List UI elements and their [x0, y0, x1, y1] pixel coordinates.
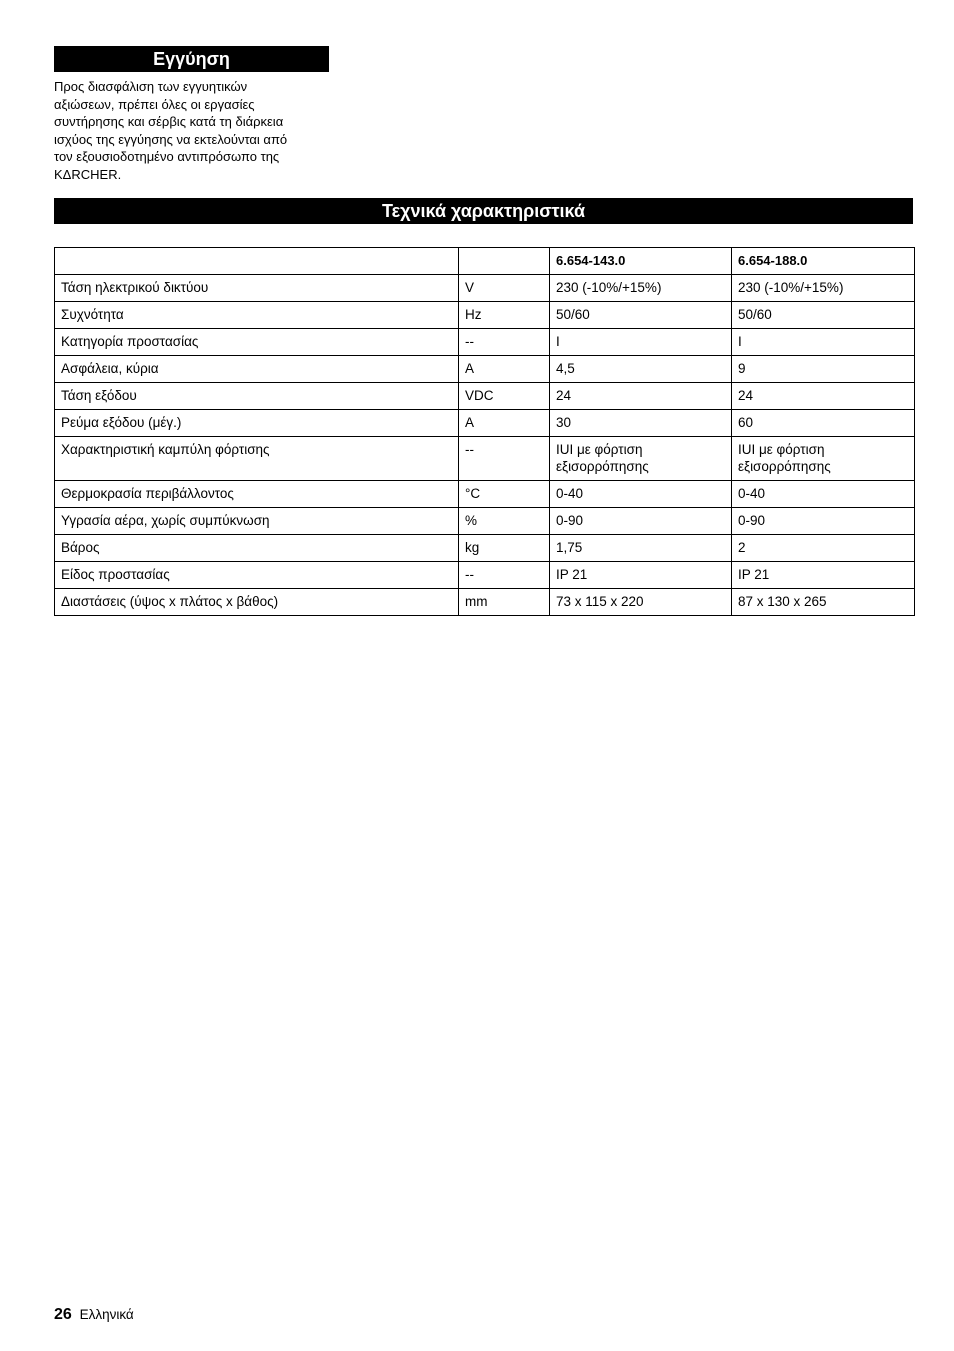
footer-language: Ελληνικά: [79, 1307, 134, 1322]
row-value-model-1: 230 (-10%/+15%): [550, 275, 732, 302]
row-label: Τάση ηλεκτρικού δικτύου: [55, 275, 459, 302]
header-cell-model-1: 6.654-143.0: [550, 248, 732, 275]
table-row: [55, 481, 915, 508]
row-value-model-2: I: [732, 329, 915, 356]
warranty-heading: Εγγύηση: [54, 46, 329, 72]
table-row: [55, 356, 915, 383]
table-row: [55, 508, 915, 535]
table-row: [55, 302, 915, 329]
row-unit: --: [459, 562, 550, 589]
row-value-model-2: 9: [732, 356, 915, 383]
row-value-model-2: 60: [732, 410, 915, 437]
warranty-line: συντήρησης και σέρβις κατά τη διάρκεια: [54, 114, 284, 130]
value-line: IUI με φόρτιση: [738, 442, 825, 457]
row-value-model-1: 30: [550, 410, 732, 437]
table-row: [55, 329, 915, 356]
table-header-row: [55, 248, 915, 275]
row-label: Κατηγορία προστασίας: [55, 329, 459, 356]
page-footer: [54, 1306, 134, 1324]
row-unit: A: [459, 356, 550, 383]
warranty-line: ισχύος της εγγύησης να εκτελούνται από: [54, 131, 288, 147]
row-label: Υγρασία αέρα, χωρίς συμπύκνωση: [55, 508, 459, 535]
row-value-model-1: 0-90: [550, 508, 732, 535]
row-value-model-2: 24: [732, 383, 915, 410]
row-unit: --: [459, 329, 550, 356]
warranty-line: KΔRCHER.: [54, 166, 122, 182]
row-value-model-1: 0-40: [550, 481, 732, 508]
row-value-model-2: 87 x 130 x 265: [732, 589, 915, 616]
row-label: Είδος προστασίας: [55, 562, 459, 589]
row-unit: °C: [459, 481, 550, 508]
technical-data-heading: Τεχνικά χαρακτηριστικά: [54, 198, 913, 224]
row-label: Χαρακτηριστική καμπύλη φόρτισης: [55, 437, 459, 481]
row-label: Συχνότητα: [55, 302, 459, 329]
table-row: [55, 410, 915, 437]
row-unit: VDC: [459, 383, 550, 410]
row-unit: A: [459, 410, 550, 437]
row-unit: %: [459, 508, 550, 535]
row-value-model-2: 230 (-10%/+15%): [732, 275, 915, 302]
row-value-model-1: 24: [550, 383, 732, 410]
warranty-line: αξιώσεων, πρέπει όλες οι εργασίες: [54, 96, 255, 112]
row-value-model-1: 73 x 115 x 220: [550, 589, 732, 616]
row-value-model-1: 50/60: [550, 302, 732, 329]
row-value-model-2: [732, 437, 915, 481]
row-label: Ασφάλεια, κύρια: [55, 356, 459, 383]
row-label: Βάρος: [55, 535, 459, 562]
row-value-model-1: 4,5: [550, 356, 732, 383]
row-value-model-2: IP 21: [732, 562, 915, 589]
header-cell-model-2: 6.654-188.0: [732, 248, 915, 275]
table-row: [55, 383, 915, 410]
row-value-model-1: I: [550, 329, 732, 356]
row-unit: mm: [459, 589, 550, 616]
row-value-model-2: 0-40: [732, 481, 915, 508]
row-value-model-1: 1,75: [550, 535, 732, 562]
warranty-paragraph: [54, 78, 329, 184]
row-unit: V: [459, 275, 550, 302]
table-row: [55, 437, 915, 481]
value-line: IUI με φόρτιση: [556, 442, 643, 457]
row-unit: --: [459, 437, 550, 481]
value-line: εξισορρόπησης: [738, 459, 831, 474]
table-row: [55, 535, 915, 562]
warranty-line: τον εξουσιοδοτημένο αντιπρόσωπο της: [54, 149, 280, 165]
warranty-line: Προς διασφάλιση των εγγυητικών: [54, 79, 248, 94]
row-value-model-2: 0-90: [732, 508, 915, 535]
table-row: [55, 589, 915, 616]
header-cell-unit: [459, 248, 550, 275]
row-value-model-1: IP 21: [550, 562, 732, 589]
page-number: 26: [54, 1306, 72, 1323]
row-unit: kg: [459, 535, 550, 562]
row-label: Διαστάσεις (ύψος x πλάτος x βάθος): [55, 589, 459, 616]
header-cell-label: [55, 248, 459, 275]
table-row: [55, 275, 915, 302]
row-label: Θερμοκρασία περιβάλλοντος: [55, 481, 459, 508]
row-label: Τάση εξόδου: [55, 383, 459, 410]
table-row: [55, 562, 915, 589]
row-value-model-2: 50/60: [732, 302, 915, 329]
row-value-model-2: 2: [732, 535, 915, 562]
technical-data-table: [54, 247, 915, 616]
value-line: εξισορρόπησης: [556, 459, 649, 474]
row-label: Ρεύμα εξόδου (μέγ.): [55, 410, 459, 437]
row-unit: Hz: [459, 302, 550, 329]
row-value-model-1: [550, 437, 732, 481]
